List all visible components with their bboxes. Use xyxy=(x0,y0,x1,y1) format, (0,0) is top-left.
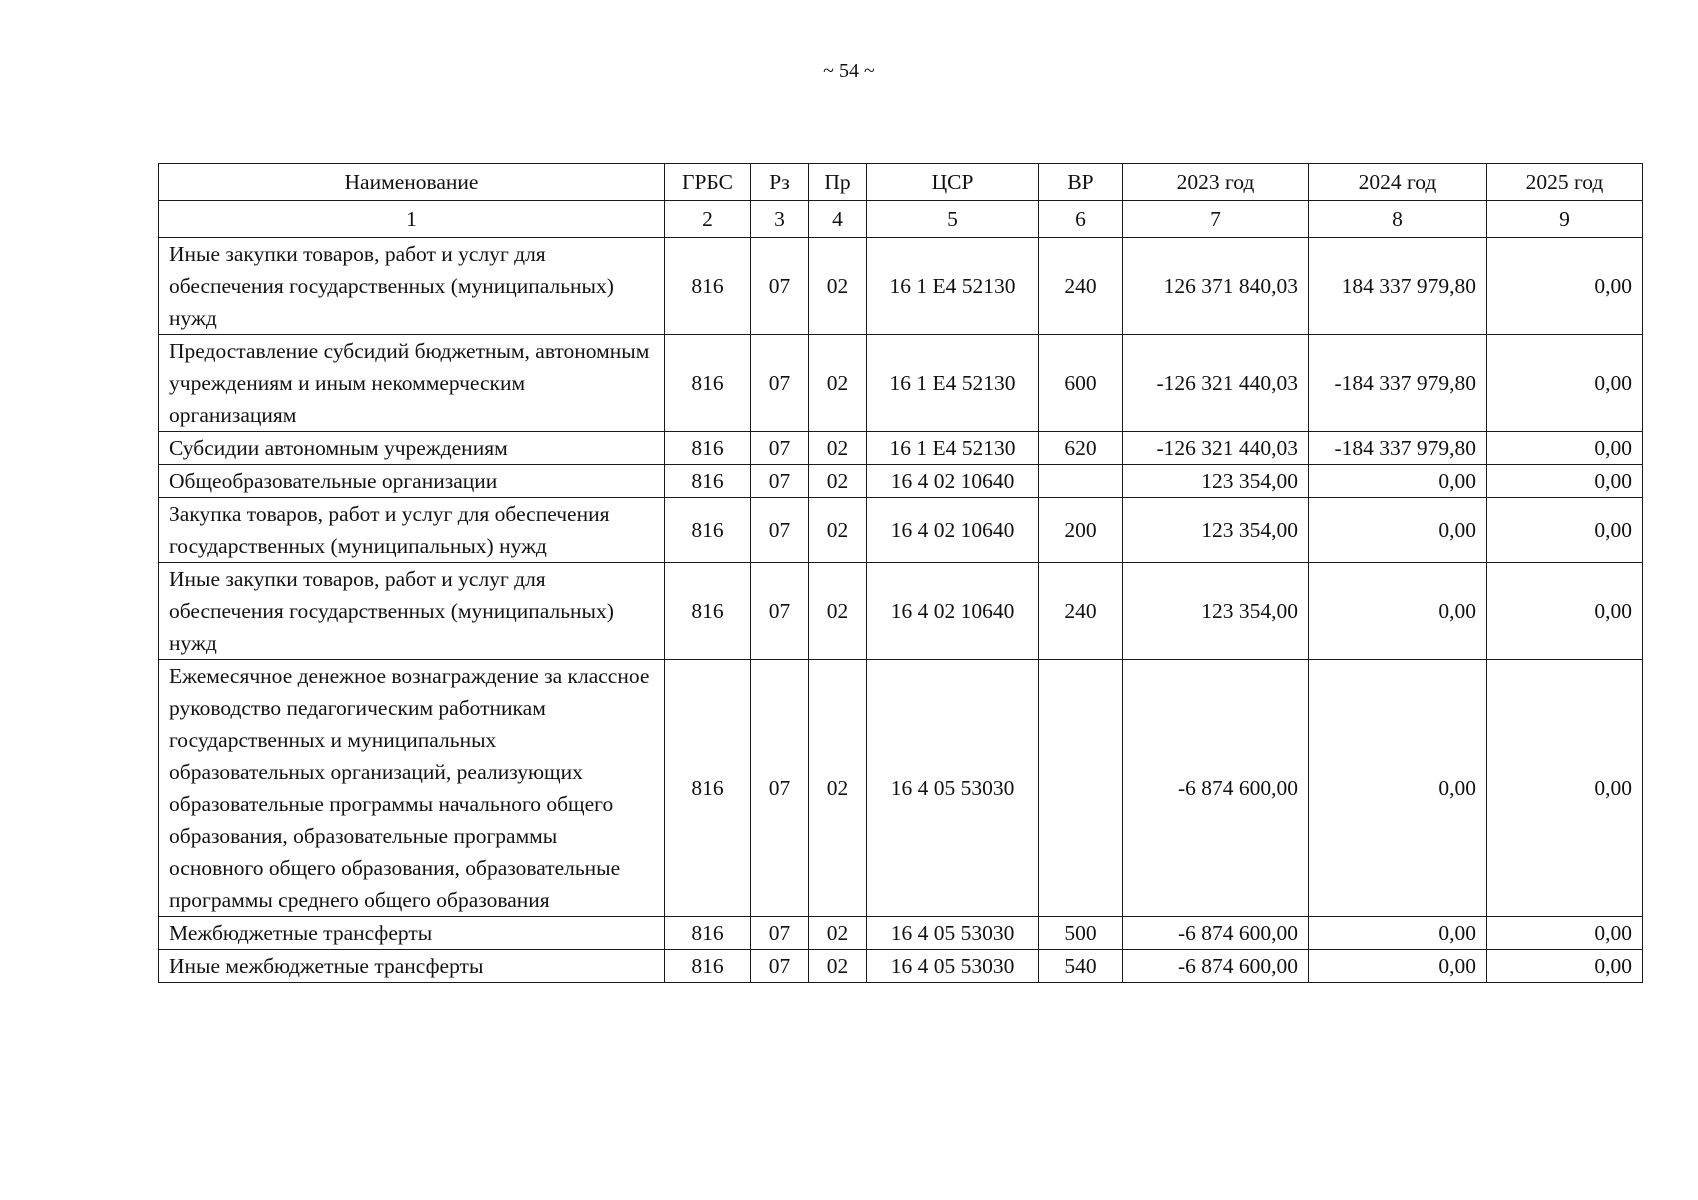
cell-grbs: 816 xyxy=(665,563,751,660)
cell-vr: 600 xyxy=(1039,335,1123,432)
header-csr: ЦСР xyxy=(867,164,1039,201)
cell-name: Иные межбюджетные трансферты xyxy=(159,950,665,983)
cell-vr xyxy=(1039,465,1123,498)
cell-2024: -184 337 979,80 xyxy=(1309,432,1487,465)
cell-2025: 0,00 xyxy=(1487,917,1643,950)
cell-2024: -184 337 979,80 xyxy=(1309,335,1487,432)
cell-2025: 0,00 xyxy=(1487,238,1643,335)
header-pr: Пр xyxy=(809,164,867,201)
header-2025: 2025 год xyxy=(1487,164,1643,201)
cell-grbs: 816 xyxy=(665,660,751,917)
cell-pr: 02 xyxy=(809,563,867,660)
cell-grbs: 816 xyxy=(665,335,751,432)
cell-name: Субсидии автономным учреждениям xyxy=(159,432,665,465)
cell-pr: 02 xyxy=(809,660,867,917)
table-row xyxy=(159,238,1643,335)
cell-name: Межбюджетные трансферты xyxy=(159,917,665,950)
page-number: ~ 54 ~ xyxy=(823,60,875,82)
column-number: 6 xyxy=(1039,201,1123,238)
cell-grbs: 816 xyxy=(665,238,751,335)
cell-rz: 07 xyxy=(751,335,809,432)
cell-csr: 16 4 05 53030 xyxy=(867,950,1039,983)
cell-grbs: 816 xyxy=(665,917,751,950)
cell-csr: 16 4 05 53030 xyxy=(867,917,1039,950)
cell-vr: 620 xyxy=(1039,432,1123,465)
column-number-row xyxy=(159,201,1643,238)
column-number: 1 xyxy=(159,201,665,238)
column-number: 3 xyxy=(751,201,809,238)
column-number: 4 xyxy=(809,201,867,238)
cell-csr: 16 1 E4 52130 xyxy=(867,432,1039,465)
cell-2023: 126 371 840,03 xyxy=(1123,238,1309,335)
table-row xyxy=(159,917,1643,950)
cell-2025: 0,00 xyxy=(1487,465,1643,498)
column-number: 2 xyxy=(665,201,751,238)
cell-2024: 0,00 xyxy=(1309,563,1487,660)
table-row xyxy=(159,660,1643,917)
cell-rz: 07 xyxy=(751,917,809,950)
table-row xyxy=(159,563,1643,660)
cell-csr: 16 4 02 10640 xyxy=(867,465,1039,498)
table-row xyxy=(159,465,1643,498)
cell-rz: 07 xyxy=(751,563,809,660)
cell-2025: 0,00 xyxy=(1487,432,1643,465)
cell-rz: 07 xyxy=(751,950,809,983)
cell-pr: 02 xyxy=(809,238,867,335)
cell-2025: 0,00 xyxy=(1487,563,1643,660)
table-row xyxy=(159,432,1643,465)
budget-table xyxy=(158,163,1643,983)
cell-csr: 16 4 05 53030 xyxy=(867,660,1039,917)
cell-vr: 240 xyxy=(1039,563,1123,660)
cell-2023: 123 354,00 xyxy=(1123,498,1309,563)
cell-rz: 07 xyxy=(751,660,809,917)
cell-vr: 500 xyxy=(1039,917,1123,950)
cell-csr: 16 1 E4 52130 xyxy=(867,238,1039,335)
cell-2023: -6 874 600,00 xyxy=(1123,917,1309,950)
cell-rz: 07 xyxy=(751,465,809,498)
cell-name: Общеобразовательные организации xyxy=(159,465,665,498)
cell-vr: 240 xyxy=(1039,238,1123,335)
header-grbs: ГРБС xyxy=(665,164,751,201)
cell-grbs: 816 xyxy=(665,950,751,983)
cell-rz: 07 xyxy=(751,432,809,465)
cell-2023: -6 874 600,00 xyxy=(1123,950,1309,983)
cell-name: Иные закупки товаров, работ и услуг для обеспечения государственных (муниципальных) нужд xyxy=(159,238,665,335)
cell-2023: 123 354,00 xyxy=(1123,563,1309,660)
cell-pr: 02 xyxy=(809,432,867,465)
cell-csr: 16 4 02 10640 xyxy=(867,563,1039,660)
cell-pr: 02 xyxy=(809,498,867,563)
cell-rz: 07 xyxy=(751,498,809,563)
header-2023: 2023 год xyxy=(1123,164,1309,201)
cell-name: Закупка товаров, работ и услуг для обеспечения государственных (муниципальных) нужд xyxy=(159,498,665,563)
cell-vr: 200 xyxy=(1039,498,1123,563)
column-number: 8 xyxy=(1309,201,1487,238)
cell-grbs: 816 xyxy=(665,498,751,563)
cell-rz: 07 xyxy=(751,238,809,335)
header-2024: 2024 год xyxy=(1309,164,1487,201)
header-name: Наименование xyxy=(159,164,665,201)
column-number: 9 xyxy=(1487,201,1643,238)
cell-name: Иные закупки товаров, работ и услуг для обеспечения государственных (муниципальных) нужд xyxy=(159,563,665,660)
cell-pr: 02 xyxy=(809,335,867,432)
cell-2024: 0,00 xyxy=(1309,917,1487,950)
cell-2024: 184 337 979,80 xyxy=(1309,238,1487,335)
cell-vr: 540 xyxy=(1039,950,1123,983)
cell-2025: 0,00 xyxy=(1487,335,1643,432)
cell-grbs: 816 xyxy=(665,465,751,498)
cell-2024: 0,00 xyxy=(1309,465,1487,498)
cell-2023: -126 321 440,03 xyxy=(1123,335,1309,432)
header-row xyxy=(159,164,1643,201)
cell-2024: 0,00 xyxy=(1309,498,1487,563)
cell-pr: 02 xyxy=(809,465,867,498)
cell-name: Предоставление субсидий бюджетным, автономным учреждениям и иным некоммерческим организациям xyxy=(159,335,665,432)
column-number: 7 xyxy=(1123,201,1309,238)
table-row xyxy=(159,335,1643,432)
cell-vr xyxy=(1039,660,1123,917)
table-row xyxy=(159,950,1643,983)
cell-2023: -126 321 440,03 xyxy=(1123,432,1309,465)
cell-2024: 0,00 xyxy=(1309,660,1487,917)
cell-name: Ежемесячное денежное вознаграждение за классное руководство педагогическим работникам государственных и муниципальных образовательных организаций, реализующих образовательные программы начального общего образования, образовательные программы основного общего образования, образовательные программы среднего общего образования xyxy=(159,660,665,917)
cell-2023: 123 354,00 xyxy=(1123,465,1309,498)
cell-2025: 0,00 xyxy=(1487,498,1643,563)
header-vr: ВР xyxy=(1039,164,1123,201)
cell-csr: 16 4 02 10640 xyxy=(867,498,1039,563)
cell-2023: -6 874 600,00 xyxy=(1123,660,1309,917)
cell-csr: 16 1 E4 52130 xyxy=(867,335,1039,432)
cell-pr: 02 xyxy=(809,950,867,983)
cell-pr: 02 xyxy=(809,917,867,950)
column-number: 5 xyxy=(867,201,1039,238)
cell-2025: 0,00 xyxy=(1487,950,1643,983)
cell-grbs: 816 xyxy=(665,432,751,465)
header-rz: Рз xyxy=(751,164,809,201)
cell-2025: 0,00 xyxy=(1487,660,1643,917)
cell-2024: 0,00 xyxy=(1309,950,1487,983)
table-row xyxy=(159,498,1643,563)
